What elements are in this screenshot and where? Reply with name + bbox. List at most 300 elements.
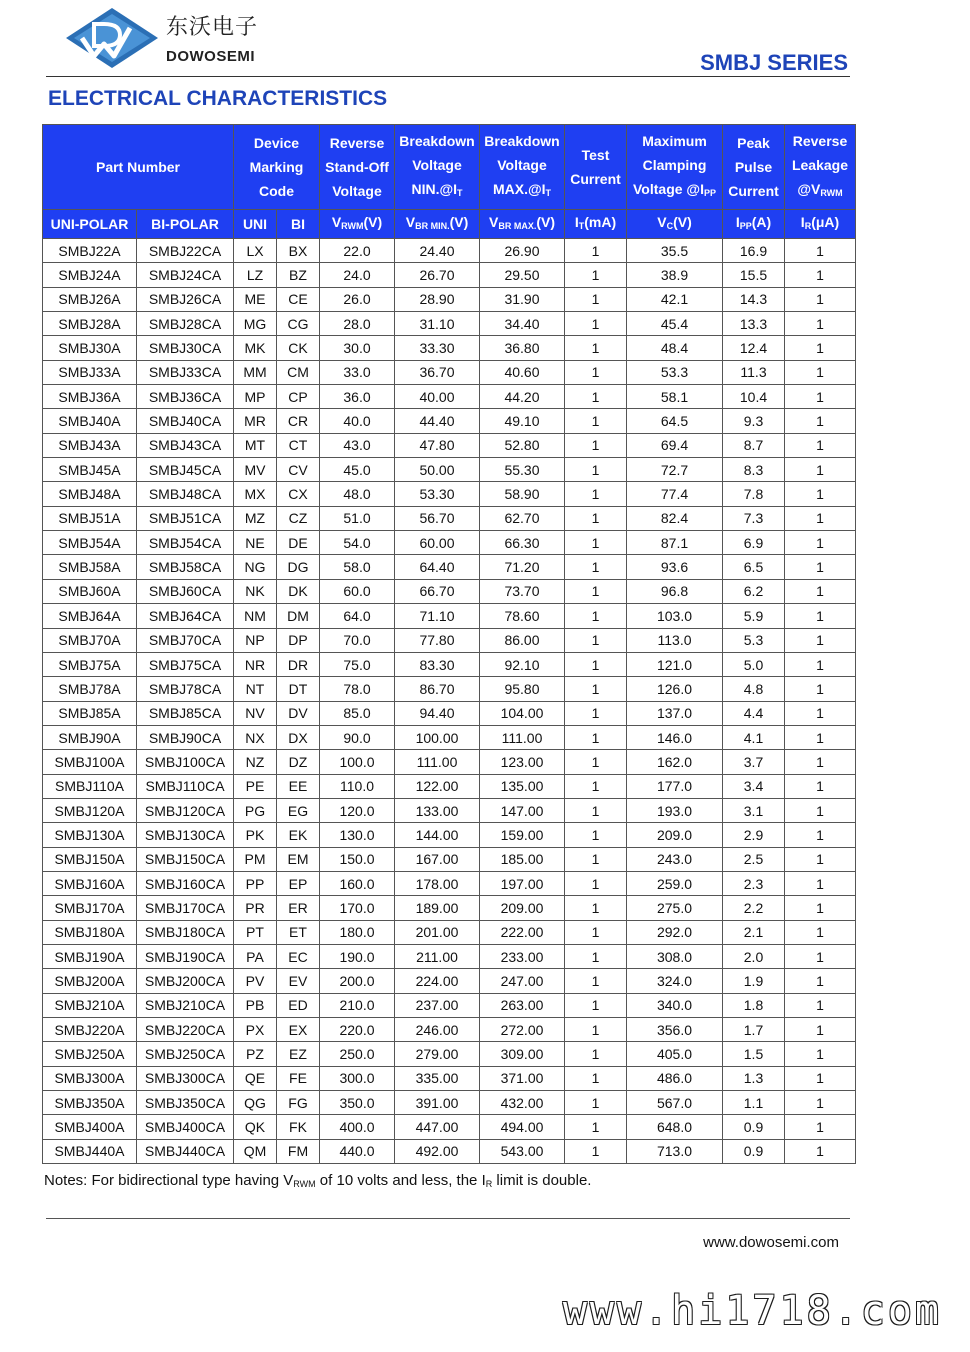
cell-bi-code: DM	[277, 604, 320, 628]
cell-vc: 96.8	[627, 579, 723, 603]
cell-bi-code: ED	[277, 993, 320, 1017]
cell-vbr-min: 201.00	[395, 920, 480, 944]
cell-uni-code: NT	[234, 677, 277, 701]
cell-ipp: 6.2	[723, 579, 785, 603]
cell-bi-code: EM	[277, 847, 320, 871]
cell-ipp: 14.3	[723, 287, 785, 311]
cell-bi-part: SMBJ78CA	[137, 677, 234, 701]
table-row	[43, 433, 856, 457]
cell-ir: 1	[785, 798, 856, 822]
cell-vc: 324.0	[627, 969, 723, 993]
cell-vbr-min: 56.70	[395, 506, 480, 530]
cell-vbr-min: 178.00	[395, 871, 480, 895]
cell-ir: 1	[785, 555, 856, 579]
cell-uni-part: SMBJ45A	[43, 458, 137, 482]
cell-bi-code: CM	[277, 360, 320, 384]
cell-vrwm: 130.0	[320, 823, 395, 847]
cell-ir: 1	[785, 847, 856, 871]
cell-vrwm: 78.0	[320, 677, 395, 701]
cell-ipp: 4.1	[723, 725, 785, 749]
cell-it: 1	[565, 774, 627, 798]
cell-it: 1	[565, 677, 627, 701]
cell-uni-code: QG	[234, 1091, 277, 1115]
cell-bi-part: SMBJ36CA	[137, 385, 234, 409]
cell-vrwm: 400.0	[320, 1115, 395, 1139]
cell-vbr-min: 122.00	[395, 774, 480, 798]
cell-ipp: 1.7	[723, 1018, 785, 1042]
cell-vbr-min: 44.40	[395, 409, 480, 433]
cell-bi-code: DP	[277, 628, 320, 652]
section-title: ELECTRICAL CHARACTERISTICS	[48, 87, 388, 110]
cell-bi-code: BZ	[277, 263, 320, 287]
cell-it: 1	[565, 750, 627, 774]
cell-uni-part: SMBJ64A	[43, 604, 137, 628]
cell-it: 1	[565, 1115, 627, 1139]
cell-vc: 713.0	[627, 1139, 723, 1163]
cell-vbr-min: 133.00	[395, 798, 480, 822]
cell-ir: 1	[785, 823, 856, 847]
header-breakdown-max: Breakdown Voltage $MAX.@I_T$	[480, 125, 565, 210]
cell-ipp: 6.5	[723, 555, 785, 579]
cell-ipp: 0.9	[723, 1115, 785, 1139]
cell-vrwm: 440.0	[320, 1139, 395, 1163]
footer-divider	[46, 1218, 850, 1219]
cell-ipp: 0.9	[723, 1139, 785, 1163]
cell-vbr-max: 111.00	[480, 725, 565, 749]
cell-bi-code: DG	[277, 555, 320, 579]
table-row	[43, 944, 856, 968]
cell-it: 1	[565, 652, 627, 676]
cell-vbr-max: 34.40	[480, 312, 565, 336]
cell-uni-code: PZ	[234, 1042, 277, 1066]
cell-uni-part: SMBJ24A	[43, 263, 137, 287]
cell-vrwm: 85.0	[320, 701, 395, 725]
cell-ir: 1	[785, 1139, 856, 1163]
cell-uni-code: NP	[234, 628, 277, 652]
cell-bi-part: SMBJ70CA	[137, 628, 234, 652]
cell-vc: 35.5	[627, 239, 723, 263]
cell-uni-part: SMBJ350A	[43, 1091, 137, 1115]
website-link[interactable]: www.dowosemi.com	[703, 1234, 839, 1251]
cell-bi-part: SMBJ350CA	[137, 1091, 234, 1115]
cell-vbr-max: 272.00	[480, 1018, 565, 1042]
cell-vbr-max: 40.60	[480, 360, 565, 384]
cell-vrwm: 60.0	[320, 579, 395, 603]
cell-vc: 292.0	[627, 920, 723, 944]
cell-vbr-max: 26.90	[480, 239, 565, 263]
cell-vc: 177.0	[627, 774, 723, 798]
subheader-uni-polar: UNI-POLAR	[43, 210, 137, 239]
cell-bi-part: SMBJ48CA	[137, 482, 234, 506]
table-row	[43, 531, 856, 555]
cell-ir: 1	[785, 896, 856, 920]
cell-uni-part: SMBJ70A	[43, 628, 137, 652]
cell-it: 1	[565, 1091, 627, 1115]
cell-ipp: 2.0	[723, 944, 785, 968]
cell-vc: 103.0	[627, 604, 723, 628]
subheader-ir: $I_R(\mu A)$	[785, 210, 856, 239]
cell-it: 1	[565, 847, 627, 871]
cell-ipp: 16.9	[723, 239, 785, 263]
cell-ir: 1	[785, 871, 856, 895]
cell-bi-code: DV	[277, 701, 320, 725]
table-row	[43, 555, 856, 579]
cell-vbr-min: 94.40	[395, 701, 480, 725]
cell-uni-part: SMBJ33A	[43, 360, 137, 384]
cell-bi-code: CP	[277, 385, 320, 409]
cell-ir: 1	[785, 1066, 856, 1090]
table-row	[43, 628, 856, 652]
cell-ipp: 6.9	[723, 531, 785, 555]
cell-uni-part: SMBJ43A	[43, 433, 137, 457]
table-row	[43, 823, 856, 847]
cell-vbr-min: 33.30	[395, 336, 480, 360]
cell-it: 1	[565, 458, 627, 482]
table-row	[43, 482, 856, 506]
cell-it: 1	[565, 312, 627, 336]
cell-ipp: 12.4	[723, 336, 785, 360]
cell-vbr-min: 77.80	[395, 628, 480, 652]
cell-uni-part: SMBJ220A	[43, 1018, 137, 1042]
cell-vbr-min: 189.00	[395, 896, 480, 920]
cell-vbr-min: 83.30	[395, 652, 480, 676]
cell-bi-part: SMBJ22CA	[137, 239, 234, 263]
cell-uni-part: SMBJ60A	[43, 579, 137, 603]
cell-ipp: 1.5	[723, 1042, 785, 1066]
cell-it: 1	[565, 263, 627, 287]
cell-ir: 1	[785, 993, 856, 1017]
cell-ir: 1	[785, 506, 856, 530]
cell-bi-part: SMBJ58CA	[137, 555, 234, 579]
cell-vbr-max: 309.00	[480, 1042, 565, 1066]
cell-ir: 1	[785, 920, 856, 944]
header-clamping-voltage: Maximum Clamping Voltage $@I_{PP}$	[627, 125, 723, 210]
cell-vrwm: 51.0	[320, 506, 395, 530]
cell-uni-part: SMBJ130A	[43, 823, 137, 847]
cell-ir: 1	[785, 677, 856, 701]
cell-vc: 77.4	[627, 482, 723, 506]
cell-uni-code: MK	[234, 336, 277, 360]
cell-bi-part: SMBJ24CA	[137, 263, 234, 287]
cell-vrwm: 210.0	[320, 993, 395, 1017]
cell-vc: 275.0	[627, 896, 723, 920]
cell-ir: 1	[785, 433, 856, 457]
cell-uni-code: MM	[234, 360, 277, 384]
cell-bi-code: ET	[277, 920, 320, 944]
cell-uni-code: QE	[234, 1066, 277, 1090]
cell-vbr-min: 66.70	[395, 579, 480, 603]
cell-vbr-min: 36.70	[395, 360, 480, 384]
cell-uni-code: MP	[234, 385, 277, 409]
cell-vc: 137.0	[627, 701, 723, 725]
cell-vrwm: 33.0	[320, 360, 395, 384]
cell-uni-part: SMBJ26A	[43, 287, 137, 311]
cell-ir: 1	[785, 750, 856, 774]
cell-vrwm: 110.0	[320, 774, 395, 798]
table-row	[43, 1115, 856, 1139]
cell-ir: 1	[785, 628, 856, 652]
cell-uni-part: SMBJ54A	[43, 531, 137, 555]
cell-bi-part: SMBJ43CA	[137, 433, 234, 457]
cell-uni-code: NK	[234, 579, 277, 603]
cell-bi-part: SMBJ170CA	[137, 896, 234, 920]
cell-bi-code: EZ	[277, 1042, 320, 1066]
cell-vrwm: 45.0	[320, 458, 395, 482]
cell-bi-code: CZ	[277, 506, 320, 530]
table-row	[43, 847, 856, 871]
cell-vbr-min: 50.00	[395, 458, 480, 482]
cell-bi-code: FM	[277, 1139, 320, 1163]
cell-vrwm: 150.0	[320, 847, 395, 871]
cell-uni-part: SMBJ400A	[43, 1115, 137, 1139]
cell-vbr-max: 222.00	[480, 920, 565, 944]
table-row	[43, 725, 856, 749]
cell-it: 1	[565, 725, 627, 749]
cell-ipp: 7.3	[723, 506, 785, 530]
cell-uni-code: NX	[234, 725, 277, 749]
cell-vbr-max: 123.00	[480, 750, 565, 774]
cell-uni-code: PV	[234, 969, 277, 993]
cell-ir: 1	[785, 531, 856, 555]
cell-vbr-min: 31.10	[395, 312, 480, 336]
cell-uni-code: PP	[234, 871, 277, 895]
cell-ir: 1	[785, 385, 856, 409]
cell-ir: 1	[785, 944, 856, 968]
cell-vbr-min: 100.00	[395, 725, 480, 749]
cell-vc: 162.0	[627, 750, 723, 774]
cell-vbr-max: 135.00	[480, 774, 565, 798]
cell-bi-part: SMBJ200CA	[137, 969, 234, 993]
cell-uni-part: SMBJ210A	[43, 993, 137, 1017]
header-test-current: Test Current	[565, 125, 627, 210]
cell-bi-part: SMBJ54CA	[137, 531, 234, 555]
cell-bi-part: SMBJ180CA	[137, 920, 234, 944]
cell-bi-part: SMBJ33CA	[137, 360, 234, 384]
table-row	[43, 239, 856, 263]
cell-uni-part: SMBJ48A	[43, 482, 137, 506]
cell-vbr-max: 71.20	[480, 555, 565, 579]
table-row	[43, 1139, 856, 1163]
cell-vrwm: 75.0	[320, 652, 395, 676]
cell-bi-part: SMBJ250CA	[137, 1042, 234, 1066]
cell-vbr-min: 40.00	[395, 385, 480, 409]
cell-vrwm: 30.0	[320, 336, 395, 360]
cell-uni-code: MX	[234, 482, 277, 506]
company-name-en: DOWOSEMI	[166, 48, 255, 65]
cell-vbr-max: 147.00	[480, 798, 565, 822]
cell-uni-part: SMBJ300A	[43, 1066, 137, 1090]
cell-bi-part: SMBJ85CA	[137, 701, 234, 725]
cell-vc: 82.4	[627, 506, 723, 530]
cell-vbr-max: 432.00	[480, 1091, 565, 1115]
cell-vbr-max: 29.50	[480, 263, 565, 287]
cell-vbr-min: 144.00	[395, 823, 480, 847]
cell-vrwm: 120.0	[320, 798, 395, 822]
cell-vrwm: 28.0	[320, 312, 395, 336]
cell-uni-part: SMBJ180A	[43, 920, 137, 944]
cell-ipp: 4.4	[723, 701, 785, 725]
cell-vc: 93.6	[627, 555, 723, 579]
cell-it: 1	[565, 969, 627, 993]
cell-uni-part: SMBJ110A	[43, 774, 137, 798]
watermark: www.hi1718.com	[562, 1288, 942, 1334]
cell-bi-part: SMBJ190CA	[137, 944, 234, 968]
cell-vc: 648.0	[627, 1115, 723, 1139]
table-row	[43, 798, 856, 822]
table-header-row	[43, 125, 856, 210]
cell-ir: 1	[785, 969, 856, 993]
cell-ir: 1	[785, 287, 856, 311]
table-row	[43, 750, 856, 774]
cell-bi-code: CK	[277, 336, 320, 360]
cell-uni-part: SMBJ51A	[43, 506, 137, 530]
cell-vbr-min: 211.00	[395, 944, 480, 968]
cell-vbr-max: 49.10	[480, 409, 565, 433]
cell-it: 1	[565, 823, 627, 847]
table-row	[43, 1066, 856, 1090]
cell-vbr-min: 71.10	[395, 604, 480, 628]
cell-ir: 1	[785, 652, 856, 676]
cell-uni-code: MV	[234, 458, 277, 482]
cell-uni-code: PK	[234, 823, 277, 847]
table-row	[43, 652, 856, 676]
header-reverse-leakage: Reverse Leakage $@V_{RWM}$	[785, 125, 856, 210]
cell-ipp: 1.9	[723, 969, 785, 993]
subheader-vc: $V_C(V)$	[627, 210, 723, 239]
cell-uni-code: PB	[234, 993, 277, 1017]
cell-uni-code: PE	[234, 774, 277, 798]
cell-ir: 1	[785, 336, 856, 360]
cell-ir: 1	[785, 701, 856, 725]
cell-bi-part: SMBJ100CA	[137, 750, 234, 774]
cell-it: 1	[565, 579, 627, 603]
cell-ir: 1	[785, 360, 856, 384]
cell-vrwm: 22.0	[320, 239, 395, 263]
cell-bi-part: SMBJ110CA	[137, 774, 234, 798]
table-subheader-row	[43, 210, 856, 239]
cell-vbr-min: 111.00	[395, 750, 480, 774]
cell-bi-part: SMBJ400CA	[137, 1115, 234, 1139]
table-row	[43, 458, 856, 482]
cell-uni-part: SMBJ250A	[43, 1042, 137, 1066]
cell-vc: 72.7	[627, 458, 723, 482]
cell-vbr-min: 28.90	[395, 287, 480, 311]
cell-ir: 1	[785, 1091, 856, 1115]
cell-vbr-min: 24.40	[395, 239, 480, 263]
cell-vbr-max: 55.30	[480, 458, 565, 482]
cell-vbr-min: 447.00	[395, 1115, 480, 1139]
cell-vc: 405.0	[627, 1042, 723, 1066]
cell-vrwm: 36.0	[320, 385, 395, 409]
cell-vrwm: 48.0	[320, 482, 395, 506]
cell-uni-code: QK	[234, 1115, 277, 1139]
cell-ipp: 1.3	[723, 1066, 785, 1090]
cell-vc: 38.9	[627, 263, 723, 287]
cell-uni-part: SMBJ190A	[43, 944, 137, 968]
cell-vrwm: 90.0	[320, 725, 395, 749]
cell-bi-code: DZ	[277, 750, 320, 774]
cell-vc: 64.5	[627, 409, 723, 433]
table-row	[43, 336, 856, 360]
company-logo	[64, 6, 160, 70]
cell-vbr-max: 66.30	[480, 531, 565, 555]
cell-bi-part: SMBJ90CA	[137, 725, 234, 749]
cell-vc: 340.0	[627, 993, 723, 1017]
cell-ipp: 2.1	[723, 920, 785, 944]
cell-ipp: 7.8	[723, 482, 785, 506]
cell-vrwm: 190.0	[320, 944, 395, 968]
cell-ipp: 9.3	[723, 409, 785, 433]
cell-vc: 126.0	[627, 677, 723, 701]
cell-bi-code: EE	[277, 774, 320, 798]
cell-vc: 69.4	[627, 433, 723, 457]
cell-vbr-max: 31.90	[480, 287, 565, 311]
cell-vc: 567.0	[627, 1091, 723, 1115]
cell-bi-code: EK	[277, 823, 320, 847]
cell-vc: 121.0	[627, 652, 723, 676]
cell-uni-code: LX	[234, 239, 277, 263]
cell-uni-part: SMBJ200A	[43, 969, 137, 993]
cell-uni-code: QM	[234, 1139, 277, 1163]
cell-vbr-max: 58.90	[480, 482, 565, 506]
table-row	[43, 677, 856, 701]
cell-bi-part: SMBJ45CA	[137, 458, 234, 482]
cell-uni-part: SMBJ150A	[43, 847, 137, 871]
cell-ir: 1	[785, 725, 856, 749]
cell-bi-code: DR	[277, 652, 320, 676]
cell-bi-part: SMBJ60CA	[137, 579, 234, 603]
cell-ir: 1	[785, 579, 856, 603]
cell-uni-part: SMBJ85A	[43, 701, 137, 725]
cell-bi-code: CX	[277, 482, 320, 506]
cell-vrwm: 350.0	[320, 1091, 395, 1115]
cell-it: 1	[565, 798, 627, 822]
cell-bi-part: SMBJ51CA	[137, 506, 234, 530]
cell-vbr-min: 224.00	[395, 969, 480, 993]
cell-vbr-min: 279.00	[395, 1042, 480, 1066]
company-name-cn: 东沃电子	[166, 15, 259, 40]
cell-bi-part: SMBJ220CA	[137, 1018, 234, 1042]
cell-vbr-max: 78.60	[480, 604, 565, 628]
cell-vbr-max: 86.00	[480, 628, 565, 652]
cell-vbr-max: 62.70	[480, 506, 565, 530]
cell-it: 1	[565, 555, 627, 579]
cell-it: 1	[565, 1018, 627, 1042]
cell-vbr-min: 47.80	[395, 433, 480, 457]
cell-ipp: 5.9	[723, 604, 785, 628]
cell-bi-part: SMBJ120CA	[137, 798, 234, 822]
cell-bi-code: CV	[277, 458, 320, 482]
cell-vbr-max: 263.00	[480, 993, 565, 1017]
cell-ir: 1	[785, 239, 856, 263]
cell-uni-code: NR	[234, 652, 277, 676]
cell-uni-part: SMBJ90A	[43, 725, 137, 749]
cell-uni-code: LZ	[234, 263, 277, 287]
cell-vrwm: 200.0	[320, 969, 395, 993]
cell-bi-code: DK	[277, 579, 320, 603]
subheader-vbr-min: $V_{BR MIN.}(V)$	[395, 210, 480, 239]
cell-it: 1	[565, 287, 627, 311]
cell-uni-part: SMBJ58A	[43, 555, 137, 579]
cell-ir: 1	[785, 458, 856, 482]
cell-uni-code: PG	[234, 798, 277, 822]
cell-bi-part: SMBJ300CA	[137, 1066, 234, 1090]
cell-vc: 356.0	[627, 1018, 723, 1042]
cell-vbr-min: 492.00	[395, 1139, 480, 1163]
cell-bi-part: SMBJ440CA	[137, 1139, 234, 1163]
cell-it: 1	[565, 604, 627, 628]
cell-uni-part: SMBJ100A	[43, 750, 137, 774]
